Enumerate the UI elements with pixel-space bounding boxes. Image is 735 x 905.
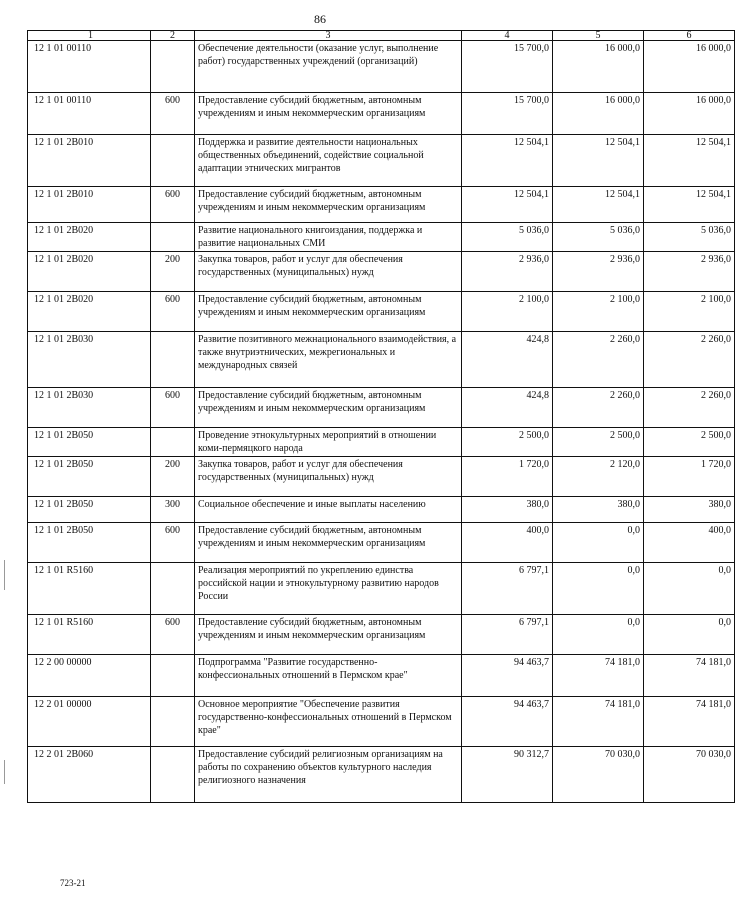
scan-edge-mark (4, 560, 5, 590)
table-row (28, 523, 735, 563)
table-row (28, 41, 735, 93)
cell-amount-col6: 12 504,1 (644, 187, 735, 223)
cell-amount-col4: 6 797,1 (462, 563, 553, 615)
cell-amount-col6: 2 100,0 (644, 292, 735, 332)
cell-expense-type: 600 (151, 292, 195, 332)
cell-amount-col4: 12 504,1 (462, 135, 553, 187)
cell-amount-col6: 16 000,0 (644, 41, 735, 93)
cell-amount-col5: 5 036,0 (553, 223, 644, 252)
cell-expense-type (151, 747, 195, 803)
cell-name: Закупка товаров, работ и услуг для обеспечения государственных (муниципальных) нужд (195, 252, 462, 292)
cell-name: Предоставление субсидий религиозным организациям на работы по сохранению объектов культурного наследия религиозного назначения (195, 747, 462, 803)
cell-code: 12 1 01 2В050 (28, 457, 151, 497)
cell-code: 12 1 01 2В010 (28, 135, 151, 187)
cell-expense-type (151, 332, 195, 388)
cell-expense-type: 600 (151, 388, 195, 428)
page-number: 86 (314, 12, 326, 26)
cell-amount-col4: 15 700,0 (462, 41, 553, 93)
cell-amount-col5: 0,0 (553, 563, 644, 615)
cell-name: Предоставление субсидий бюджетным, автономным учреждениям и иным некоммерческим организациям (195, 388, 462, 428)
cell-code: 12 1 01 2В020 (28, 252, 151, 292)
cell-name: Развитие позитивного межнационального взаимодействия, а также внутриэтнических, межрегиональных и международных связей (195, 332, 462, 388)
cell-amount-col4: 94 463,7 (462, 697, 553, 747)
cell-code: 12 1 01 2В030 (28, 332, 151, 388)
cell-amount-col5: 16 000,0 (553, 41, 644, 93)
cell-expense-type (151, 697, 195, 747)
cell-expense-type (151, 135, 195, 187)
cell-amount-col6: 12 504,1 (644, 135, 735, 187)
cell-amount-col5: 74 181,0 (553, 697, 644, 747)
table-row (28, 497, 735, 523)
table-row (28, 388, 735, 428)
cell-code: 12 1 01 R5160 (28, 615, 151, 655)
cell-name: Предоставление субсидий бюджетным, автономным учреждениям и иным некоммерческим организациям (195, 187, 462, 223)
scan-edge-mark (4, 760, 5, 784)
cell-amount-col4: 6 797,1 (462, 615, 553, 655)
table-row (28, 187, 735, 223)
cell-code: 12 1 01 2В020 (28, 292, 151, 332)
cell-code: 12 1 01 00110 (28, 93, 151, 135)
cell-amount-col4: 424,8 (462, 388, 553, 428)
budget-table (27, 30, 735, 803)
cell-amount-col4: 12 504,1 (462, 187, 553, 223)
cell-name: Основное мероприятие "Обеспечение развития государственно-конфессиональных отношений в Пермском крае" (195, 697, 462, 747)
table-row (28, 252, 735, 292)
cell-code: 12 1 01 2В050 (28, 497, 151, 523)
table-row (28, 747, 735, 803)
cell-code: 12 2 00 00000 (28, 655, 151, 697)
cell-amount-col5: 70 030,0 (553, 747, 644, 803)
cell-amount-col5: 2 500,0 (553, 428, 644, 457)
cell-amount-col4: 1 720,0 (462, 457, 553, 497)
cell-name: Подпрограмма "Развитие государственно-конфессиональных отношений в Пермском крае" (195, 655, 462, 697)
cell-amount-col4: 90 312,7 (462, 747, 553, 803)
cell-code: 12 1 01 2В020 (28, 223, 151, 252)
cell-amount-col6: 74 181,0 (644, 697, 735, 747)
cell-name: Проведение этнокультурных мероприятий в отношении коми-пермяцкого народа (195, 428, 462, 457)
cell-amount-col6: 2 260,0 (644, 332, 735, 388)
cell-amount-col5: 12 504,1 (553, 187, 644, 223)
table-row (28, 135, 735, 187)
cell-amount-col4: 424,8 (462, 332, 553, 388)
table-row (28, 93, 735, 135)
cell-amount-col6: 70 030,0 (644, 747, 735, 803)
cell-name: Социальное обеспечение и иные выплаты населению (195, 497, 462, 523)
cell-expense-type: 600 (151, 93, 195, 135)
cell-expense-type: 200 (151, 457, 195, 497)
column-header-3: 3 (195, 31, 462, 41)
cell-amount-col5: 2 260,0 (553, 388, 644, 428)
column-header-1: 1 (28, 31, 151, 41)
table-header-row (28, 31, 735, 41)
cell-name: Обеспечение деятельности (оказание услуг, выполнение работ) государственных учреждений (организаций) (195, 41, 462, 93)
cell-amount-col6: 16 000,0 (644, 93, 735, 135)
cell-name: Предоставление субсидий бюджетным, автономным учреждениям и иным некоммерческим организациям (195, 523, 462, 563)
table-row (28, 223, 735, 252)
cell-amount-col5: 74 181,0 (553, 655, 644, 697)
table-row (28, 457, 735, 497)
cell-amount-col6: 1 720,0 (644, 457, 735, 497)
cell-name: Закупка товаров, работ и услуг для обеспечения государственных (муниципальных) нужд (195, 457, 462, 497)
cell-amount-col6: 5 036,0 (644, 223, 735, 252)
table-row (28, 563, 735, 615)
cell-code: 12 2 01 2В060 (28, 747, 151, 803)
cell-code: 12 2 01 00000 (28, 697, 151, 747)
cell-amount-col6: 2 936,0 (644, 252, 735, 292)
table-body (28, 41, 735, 803)
cell-amount-col4: 400,0 (462, 523, 553, 563)
cell-amount-col6: 400,0 (644, 523, 735, 563)
column-header-4: 4 (462, 31, 553, 41)
cell-amount-col5: 2 260,0 (553, 332, 644, 388)
cell-code: 12 1 01 2В030 (28, 388, 151, 428)
cell-amount-col4: 2 500,0 (462, 428, 553, 457)
cell-amount-col4: 94 463,7 (462, 655, 553, 697)
cell-amount-col4: 380,0 (462, 497, 553, 523)
cell-expense-type (151, 563, 195, 615)
cell-amount-col5: 12 504,1 (553, 135, 644, 187)
cell-name: Реализация мероприятий по укреплению единства российской нации и этнокультурному развитию народов России (195, 563, 462, 615)
cell-code: 12 1 01 R5160 (28, 563, 151, 615)
cell-amount-col5: 2 120,0 (553, 457, 644, 497)
cell-amount-col6: 0,0 (644, 615, 735, 655)
cell-name: Предоставление субсидий бюджетным, автономным учреждениям и иным некоммерческим организациям (195, 615, 462, 655)
column-header-5: 5 (553, 31, 644, 41)
column-header-6: 6 (644, 31, 735, 41)
table-row (28, 332, 735, 388)
cell-amount-col6: 74 181,0 (644, 655, 735, 697)
footer-code: 723-21 (60, 878, 86, 888)
cell-amount-col6: 0,0 (644, 563, 735, 615)
cell-expense-type (151, 41, 195, 93)
cell-amount-col6: 2 260,0 (644, 388, 735, 428)
cell-expense-type: 600 (151, 523, 195, 563)
cell-expense-type (151, 223, 195, 252)
cell-amount-col4: 15 700,0 (462, 93, 553, 135)
cell-expense-type (151, 428, 195, 457)
cell-expense-type: 200 (151, 252, 195, 292)
table-row (28, 292, 735, 332)
cell-amount-col5: 0,0 (553, 615, 644, 655)
cell-amount-col5: 16 000,0 (553, 93, 644, 135)
cell-code: 12 1 01 2В050 (28, 428, 151, 457)
cell-code: 12 1 01 2В010 (28, 187, 151, 223)
cell-expense-type: 300 (151, 497, 195, 523)
cell-amount-col5: 2 100,0 (553, 292, 644, 332)
table-row (28, 655, 735, 697)
column-header-2: 2 (151, 31, 195, 41)
cell-code: 12 1 01 2В050 (28, 523, 151, 563)
cell-amount-col4: 2 100,0 (462, 292, 553, 332)
cell-amount-col6: 2 500,0 (644, 428, 735, 457)
cell-amount-col5: 0,0 (553, 523, 644, 563)
cell-expense-type (151, 655, 195, 697)
table-row (28, 697, 735, 747)
cell-name: Развитие национального книгоиздания, поддержка и развитие национальных СМИ (195, 223, 462, 252)
table-row (28, 615, 735, 655)
cell-expense-type: 600 (151, 615, 195, 655)
cell-expense-type: 600 (151, 187, 195, 223)
cell-name: Предоставление субсидий бюджетным, автономным учреждениям и иным некоммерческим организациям (195, 93, 462, 135)
cell-name: Поддержка и развитие деятельности национальных общественных объединений, содействие социальной адаптации этнических мигрантов (195, 135, 462, 187)
table-row (28, 428, 735, 457)
cell-amount-col5: 2 936,0 (553, 252, 644, 292)
cell-name: Предоставление субсидий бюджетным, автономным учреждениям и иным некоммерческим организациям (195, 292, 462, 332)
cell-amount-col4: 2 936,0 (462, 252, 553, 292)
cell-amount-col5: 380,0 (553, 497, 644, 523)
cell-amount-col6: 380,0 (644, 497, 735, 523)
cell-amount-col4: 5 036,0 (462, 223, 553, 252)
cell-code: 12 1 01 00110 (28, 41, 151, 93)
